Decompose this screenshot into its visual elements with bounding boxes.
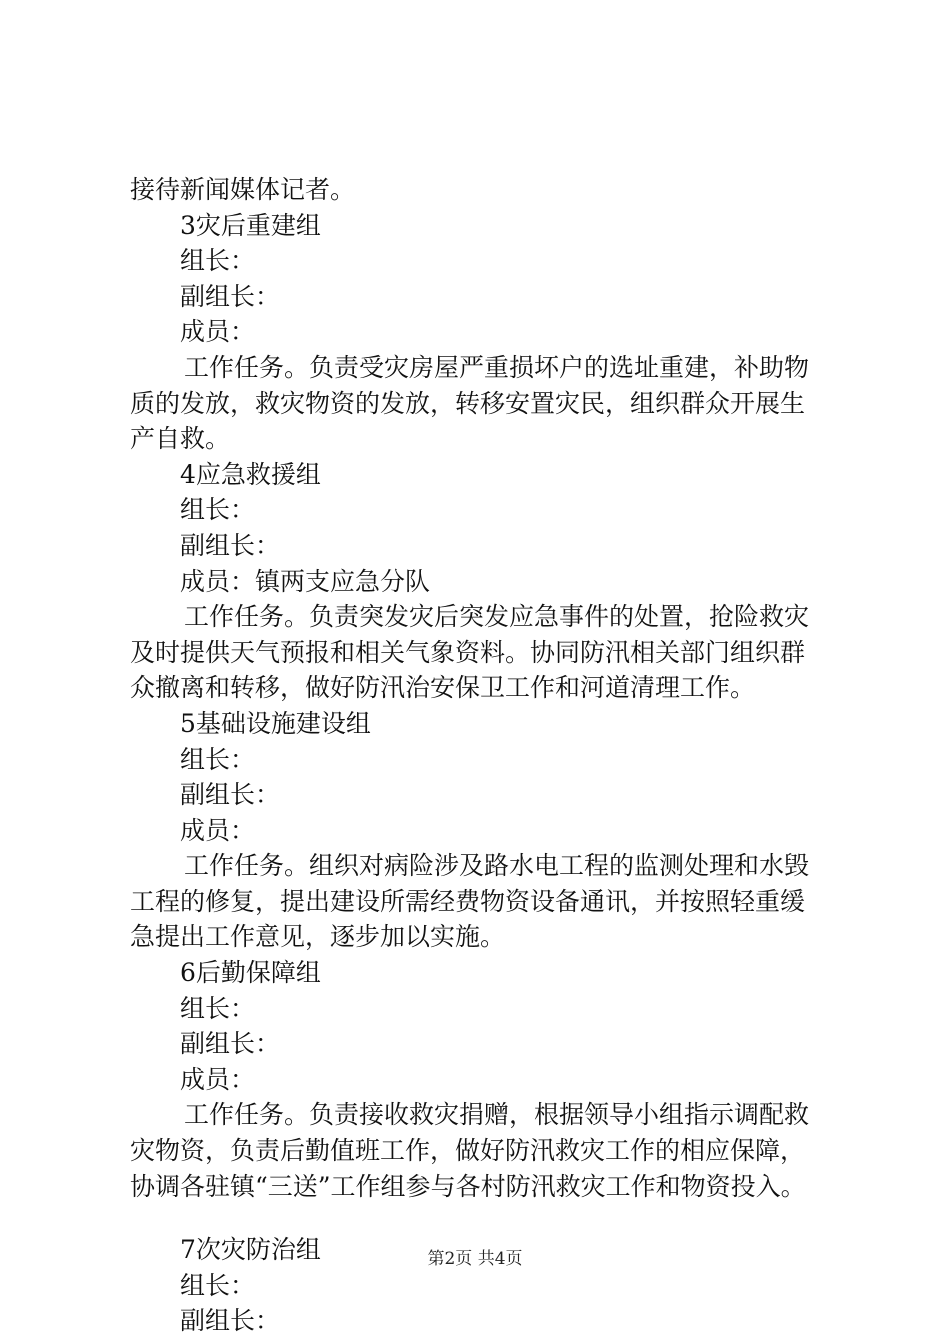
text-line: 工作任务。负责受灾房屋严重损坏户的选址重建，补助物 [184, 352, 810, 382]
text-line: 副组长： [180, 1306, 281, 1336]
text-line: 众撤离和转移，做好防汛治安保卫工作和河道清理工作。 [130, 673, 756, 703]
text-line: 质的发放，救灾物资的发放，转移安置灾民，组织群众开展生 [130, 388, 806, 418]
text-line: 4应急救援组 [180, 459, 321, 489]
text-line: 工作任务。负责突发灾后突发应急事件的处置，抢险救灾 [184, 602, 810, 632]
document-body [130, 172, 850, 1339]
text-line: 接待新闻媒体记者。 [130, 175, 356, 204]
text-line: 成员： [180, 1064, 256, 1094]
text-line: 工作任务。组织对病险涉及路水电工程的监测处理和水毁 [184, 851, 810, 881]
text-line: 组长： [180, 495, 256, 525]
text-line: 及时提供天气预报和相关气象资料。协同防汛相关部门组织群 [130, 637, 806, 667]
text-line: 组长： [180, 246, 256, 276]
text-line: 成员： [180, 317, 256, 347]
text-line: 组长： [180, 744, 256, 774]
text-line: 副组长： [180, 281, 281, 311]
text-line: 组长： [180, 1270, 256, 1300]
text-line: 协调各驻镇“三送”工作组参与各村防汛救灾工作和物资投入。 [130, 1171, 806, 1201]
text-line: 成员： [180, 815, 256, 845]
text-line: 急提出工作意见，逐步加以实施。 [130, 922, 506, 952]
text-line: 6后勤保障组 [180, 958, 321, 988]
text-line: 成员：镇两支应急分队 [180, 566, 431, 596]
page-footer [0, 1244, 950, 1269]
text-line: 3灾后重建组 [180, 210, 321, 240]
text-line: 组长： [180, 993, 256, 1023]
text-line: 副组长： [180, 530, 281, 560]
text-line: 副组长： [180, 780, 281, 810]
page-number-label: 第2页 共4页 [427, 1249, 523, 1269]
text-line: 工程的修复，提出建设所需经费物资设备通讯，并按照轻重缓 [130, 886, 806, 916]
text-line: 产自救。 [130, 424, 231, 454]
paragraph-spacer [130, 1204, 850, 1232]
text-line: 灾物资，负责后勤值班工作，做好防汛救灾工作的相应保障， [130, 1136, 806, 1166]
text-line: 副组长： [180, 1029, 281, 1059]
text-line: 5基础设施建设组 [180, 708, 371, 738]
text-line: 工作任务。负责接收救灾捐赠，根据领导小组指示调配救 [184, 1100, 810, 1130]
text-line: 7次灾防治组 [180, 1235, 321, 1265]
